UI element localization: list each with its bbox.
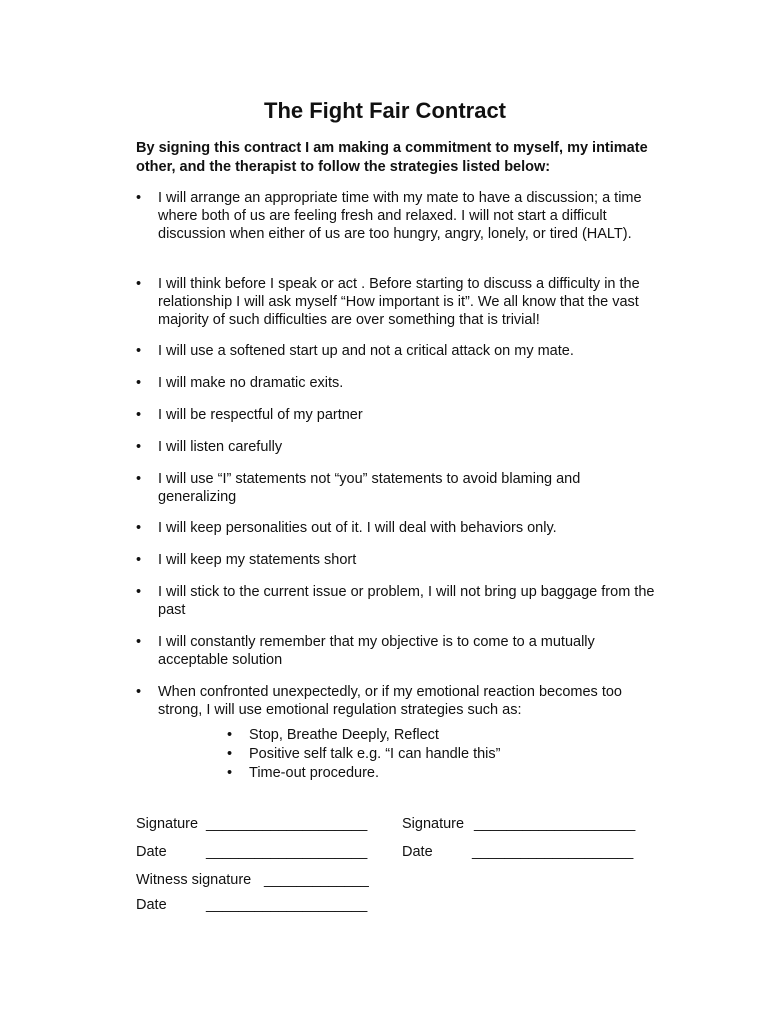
list-item-text: I will think before I speak or act . Before starting to discuss a difficulty in the relationship I will ask myself “How important is it”. We all know that the vast majority of such difficulties are over something that is trivial! — [158, 276, 640, 328]
bullet-icon: • — [136, 375, 142, 391]
bullet-icon: • — [136, 471, 142, 487]
bullet-icon: • — [227, 765, 233, 781]
list-item-text: I will listen carefully — [158, 439, 283, 455]
bullet-icon: • — [227, 746, 233, 762]
list-item-text: I will stick to the current issue or problem, I will not bring up baggage from the past — [158, 584, 655, 618]
date-line-3[interactable]: ____________________ — [206, 897, 368, 913]
list-item-text: When confronted unexpectedly, or if my emotional reaction becomes too strong, I will use emotional regulation strategies such as: — [158, 684, 622, 718]
date-line-1[interactable]: ____________________ — [206, 844, 368, 860]
list-item-text: I will keep personalities out of it. I will deal with behaviors only. — [158, 520, 557, 536]
sub-list-item-text: Positive self talk e.g. “I can handle this” — [249, 746, 501, 762]
date-label-2: Date — [402, 844, 433, 860]
bullet-icon: • — [136, 552, 142, 568]
bullet-icon: • — [136, 634, 142, 650]
page-title: The Fight Fair Contract — [264, 98, 506, 123]
witness-signature-line[interactable]: _____________ — [264, 872, 369, 888]
list-item-text: I will arrange an appropriate time with my mate to have a discussion; a time where both of us are feeling fresh and relaxed. I will not start a difficult discussion when either of us are too hungry, angry, lonely, or tired (HALT). — [158, 190, 642, 242]
list-item-text: I will constantly remember that my objective is to come to a mutually acceptable solution — [158, 634, 595, 668]
list-item-text: I will use a softened start up and not a critical attack on my mate. — [158, 343, 574, 359]
signature-label-1: Signature — [136, 816, 199, 832]
bullet-icon: • — [136, 684, 142, 700]
bullet-icon: • — [136, 276, 142, 292]
witness-signature-label: Witness signature — [136, 872, 252, 888]
bullet-icon: • — [136, 407, 142, 423]
signature-line-2[interactable]: ____________________ — [474, 816, 636, 832]
date-label-1: Date — [136, 844, 167, 860]
signature-line-1[interactable]: ____________________ — [206, 816, 368, 832]
intro-statement: By signing this contract I am making a commitment to myself, my intimate other, and the therapist to follow the strategies listed below: — [136, 140, 648, 175]
list-item-text: I will be respectful of my partner — [158, 407, 363, 423]
date-line-2[interactable]: ____________________ — [472, 844, 634, 860]
bullet-icon: • — [136, 439, 142, 455]
bullet-icon: • — [136, 190, 142, 206]
list-item-text: I will use “I” statements not “you” statements to avoid blaming and generalizing — [158, 471, 581, 505]
sub-list-item-text: Stop, Breathe Deeply, Reflect — [249, 727, 439, 743]
date-label-3: Date — [136, 897, 167, 913]
signature-label-2: Signature — [402, 816, 465, 832]
sub-list-item-text: Time-out procedure. — [249, 765, 380, 781]
list-item-text: I will keep my statements short — [158, 552, 357, 568]
bullet-icon: • — [227, 727, 233, 743]
bullet-icon: • — [136, 584, 142, 600]
bullet-icon: • — [136, 343, 142, 359]
list-item-text: I will make no dramatic exits. — [158, 375, 344, 391]
bullet-icon: • — [136, 520, 142, 536]
